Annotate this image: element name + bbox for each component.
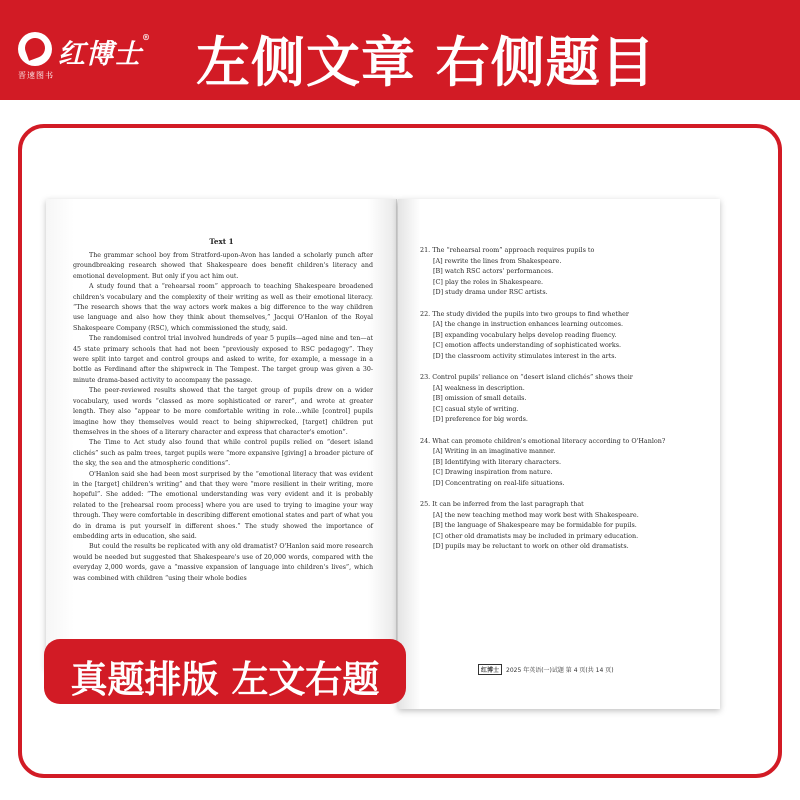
option-b: [B] Identifying with literary characters. (433, 457, 561, 466)
top-banner (0, 0, 800, 100)
article-paragraph: The Time to Act study also found that while control pupils relied on “desert island clichés” such as palm trees, target pupils were “more expansive [giving] a broader picture of the sky, the sea and the atmospheric conditions”. (73, 439, 373, 468)
brand-logo (18, 32, 188, 82)
brand-subtitle: 晋速图书 (18, 71, 54, 80)
option-d: [D] study drama under RSC artists. (433, 288, 548, 296)
option-a: [A] weakness in description. (433, 383, 525, 392)
article-title: Text 1 (209, 237, 234, 246)
bottom-label-banner (44, 639, 406, 704)
question-stem: 21. The “rehearsal room” approach requires pupils to (420, 246, 595, 254)
brand-emblem-icon (18, 32, 52, 66)
article-paragraph: The peer-reviewed results showed that the target group of pupils drew on a wider vocabulary, used words “classed as more sophisticated or rarer”, and wrote at greater length. They also “appear to be more comfortable writing in role…while [control] pupils imagine how they themselves would react to being shipwrecked, [target] children put themselves in the shoes of a literary character and express that character's emotion”. (73, 387, 373, 436)
question-stem: 23. Control pupils' reliance on “desert island clichés” shows their (420, 373, 633, 381)
question-stem: 25. It can be inferred from the last paragraph that (420, 500, 584, 508)
left-page-article (46, 199, 397, 669)
option-d: [D] the classroom activity stimulates interest in the arts. (433, 351, 617, 360)
question-24 (420, 436, 710, 489)
question-list (420, 245, 710, 563)
brand-name: 红博士® (58, 32, 151, 70)
option-c: [C] casual style of writing. (433, 404, 519, 413)
article-body (73, 251, 373, 584)
option-a: [A] the new teaching method may work best with Shakespeare. (433, 510, 639, 519)
option-c: [C] other old dramatists may be included in primary education. (433, 531, 639, 540)
option-c: [C] Drawing inspiration from nature. (433, 468, 553, 476)
option-a: [A] rewrite the lines from Shakespeare. (433, 256, 562, 265)
option-b: [B] watch RSC actors' performances. (433, 267, 554, 275)
page-footer (478, 664, 614, 675)
option-b: [B] expanding vocabulary helps develop reading fluency. (433, 330, 617, 339)
question-22 (420, 309, 710, 362)
option-b: [B] omission of small details. (433, 394, 527, 402)
option-c: [C] emotion affects understanding of sophisticated works. (433, 341, 622, 349)
right-page-questions (398, 199, 720, 709)
article-paragraph: O'Hanlon said she had been most surprised by the “emotional literacy that was evident in the [target] children's writing” and that they were “more resilient in their writing, more hopeful”. She added: “The emotional understanding was very evident and it is probably related to the [rehearsal room process] where you are used to trying to imagine your way through. They were comfortable in describing different emotional states and part of what you do in drama is put yourself in different shoes.” The study showed the importance of embedding arts in education, she said. (73, 470, 373, 540)
headline: 左侧文章 右侧题目 (196, 31, 656, 94)
option-d: [D] pupils may be reluctant to work on other old dramatists. (433, 542, 629, 550)
question-stem: 24. What can promote children's emotional literacy according to O'Hanlon? (420, 436, 666, 445)
question-23 (420, 372, 710, 425)
question-21 (420, 245, 710, 298)
question-stem: 22. The study divided the pupils into two groups to find whether (420, 309, 629, 318)
option-c: [C] play the roles in Shakespeare. (433, 277, 544, 286)
article-paragraph: The grammar school boy from Stratford-upon-Avon has landed a scholarly punch after groundbreaking research showed that Shakespeare does benefit children's literacy and emotional development. But only if you act him out. (73, 252, 373, 280)
footer-logo: 红博士 (478, 664, 502, 675)
option-d: [D] Concentrating on real-life situations. (433, 478, 565, 487)
option-d: [D] preference for big words. (433, 415, 528, 423)
article-paragraph: A study found that a “rehearsal room” approach to teaching Shakespeare broadened children's vocabulary and the complexity of their writing as well as their emotional literacy. “The research shows that the way actors work makes a big difference to the way children use language and also how they think about themselves,” Jacqui O'Hanlon of the Royal Shakespeare Company (RSC), which commissioned the study, said. (73, 283, 373, 332)
option-a: [A] the change in instruction enhances learning outcomes. (433, 320, 624, 328)
bottom-label-text: 真题排版 左文右题 (70, 658, 380, 701)
article-paragraph: The randomised control trial involved hundreds of year 5 pupils—aged nine and ten—at 45 state primary schools that had not been “previously exposed to RSC pedagogy”. They were split into target and control groups and asked to write, for example, a message in a bottle as Ferdinand after the shipwreck in The Tempest. The target group was given a 30-minute drama-based activity to accompany the passage. (73, 335, 373, 384)
footer-page-info: 2025 年英语(一)试题 第 4 页(共 14 页) (506, 667, 614, 674)
question-25 (420, 499, 710, 552)
article-paragraph: But could the results be replicated with any old dramatist? O'Hanlon said more research would be needed but suggested that Shakespeare's use of 20,000 words, compared with the everyday 2,000 words, gave a “massive expansion of language into children's lives”, which was combined with children “using their whole bodies (73, 543, 373, 582)
option-b: [B] the language of Shakespeare may be formidable for pupils. (433, 521, 637, 529)
option-a: [A] Writing in an imaginative manner. (433, 447, 556, 455)
